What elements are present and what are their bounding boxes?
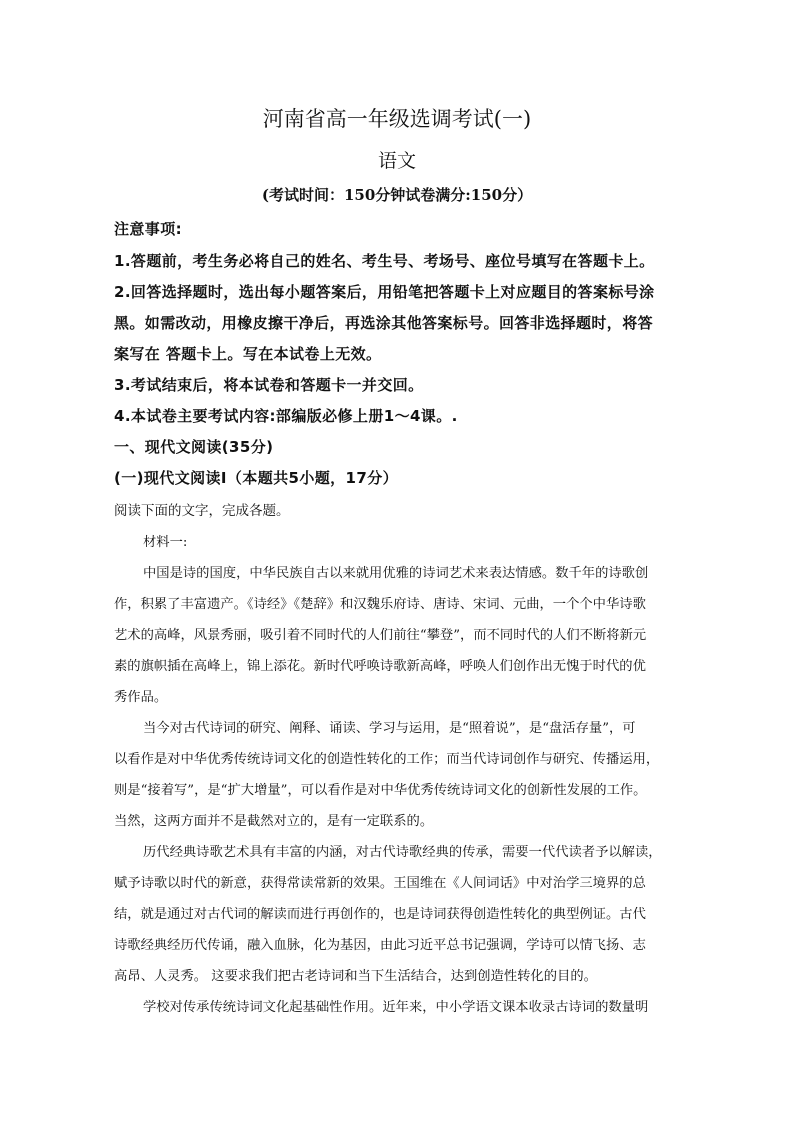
note-line: 案写在 答题卡上。写在本试卷上无效。 (114, 345, 382, 363)
subject-title: 语文 (377, 150, 416, 172)
paragraph-line: 则是“接着写”，是“扩大增量”，可以看作是对中华优秀传统诗词文化的创新性发展的工作。 (114, 783, 647, 798)
paragraph-line: 当然，这两方面并不是截然对立的，是有一定联系的。 (114, 814, 434, 829)
exam-title: 河南省高一年级选调考试(一) (262, 107, 532, 131)
note-line: 黑。如需改动，用橡皮擦干净后，再选涂其他答案标号。回答非选择题时，将答 (114, 314, 654, 332)
paragraph-line: 艺术的高峰，风景秀丽，吸引着不同时代的人们前往“攀登”，而不同时代的人们不断将新元 (114, 628, 647, 643)
paragraph-line: 当今对古代诗词的研究、阐释、诵读、学习与运用，是“照着说”，是“盘活存量”，可 (143, 721, 636, 736)
paragraph-line: 历代经典诗歌艺术具有丰富的内涵，对古代诗歌经典的传承，需要一代代读者予以解读， (143, 845, 662, 860)
notes-heading: 注意事项: (114, 220, 182, 238)
paragraph-line: 作，积累了丰富遗产。《诗经》《楚辞》和汉魏乐府诗、唐诗、宋词、元曲，一个个中华诗歌 (114, 597, 646, 612)
paragraph-line: 赋予诗歌以时代的新意，获得常读常新的效果。王国维在《人间词话》中对治学三境界的总 (114, 876, 646, 891)
instruction-text: 阅读下面的文字，完成各题。 (114, 503, 290, 519)
paragraph-line: 中国是诗的国度，中华民族自古以来就用优雅的诗词艺术来表达情感。数千年的诗歌创 (143, 566, 649, 581)
paragraph-line: 秀作品。 (114, 690, 168, 705)
note-line: 3.考试结束后，将本试卷和答题卡一并交回。 (114, 376, 424, 394)
paragraph-line: 以看作是对中华优秀传统诗词文化的创造性转化的工作；而当代诗词创作与研究、传播运用， (114, 752, 660, 767)
note-line: 1.答题前，考生务必将自己的姓名、考生号、考场号、座位号填写在答题卡上。 (114, 252, 655, 270)
paragraph-line: 诗歌经典经历代传诵，融入血脉，化为基因，由此习近平总书记强调，学诗可以情飞扬、志 (114, 938, 646, 953)
paragraph-line: 素的旗帜插在高峰上，锦上添花。新时代呼唤诗歌新高峰，呼唤人们创作出无愧于时代的优 (114, 659, 646, 674)
paragraph-line: 高昂、人灵秀。 这要求我们把古老诗词和当下生活结合，达到创造性转化的目的。 (114, 969, 597, 984)
exam-info: (考试时间：150分钟试卷满分:150分） (261, 186, 533, 204)
note-line: 4.本试卷主要考试内容:部编版必修上册1～4课。. (114, 407, 458, 425)
paragraph-line: 学校对传承传统诗词文化起基础性作用。近年来，中小学语文课本收录古诗词的数量明 (143, 1000, 649, 1015)
paragraph-line: 结，就是通过对古代词的解读而进行再创作的，也是诗词获得创造性转化的典型例证。古代 (114, 907, 646, 922)
note-line: 2.回答选择题时，选出每小题答案后，用铅笔把答题卡上对应题目的答案标号涂 (114, 283, 655, 301)
section-title: 一、现代文阅读(35分) (114, 438, 274, 456)
material-label: 材料一: (143, 535, 188, 550)
section-subtitle: (一)现代文阅读Ⅰ（本题共5小题，17分） (114, 469, 399, 487)
